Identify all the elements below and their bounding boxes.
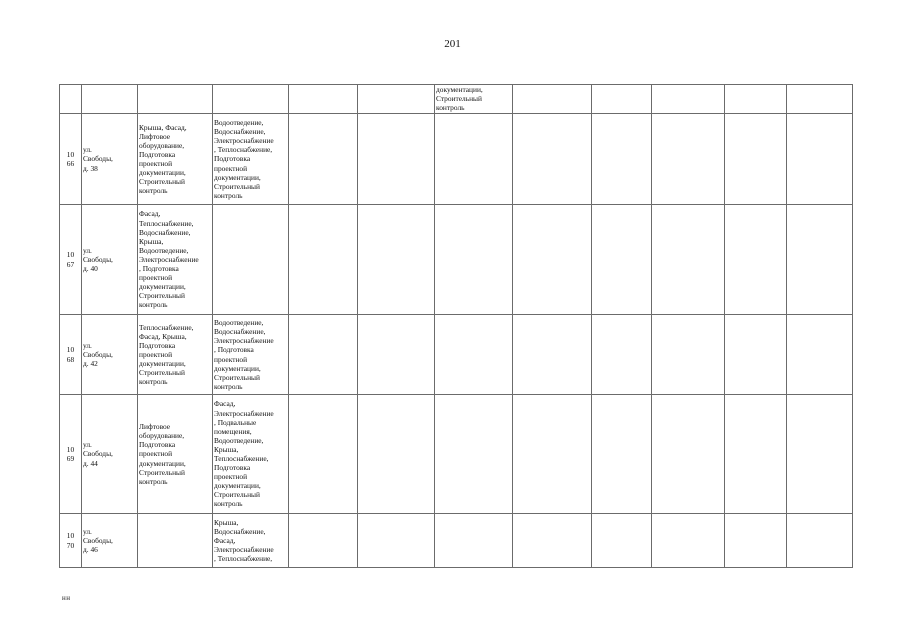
works-b-cell	[213, 205, 289, 315]
table-cell	[787, 205, 853, 315]
table-cell	[592, 114, 652, 205]
table-row	[60, 114, 853, 205]
table-cell	[652, 205, 725, 315]
table-cell	[787, 85, 853, 114]
table-cell	[787, 514, 853, 568]
address-text: ул. Свободы, д. 40	[83, 245, 113, 274]
table-cell	[513, 315, 592, 395]
works-a-cell	[138, 205, 213, 315]
works-b-cell	[213, 395, 289, 514]
row-number-cell	[60, 395, 82, 514]
table-cell	[513, 85, 592, 114]
table-cell	[725, 85, 787, 114]
works-a-text: Лифтовое оборудование, Подготовка проектной документации, Строительный контроль	[139, 422, 186, 486]
table-cell	[725, 114, 787, 205]
works-a-cell	[138, 395, 213, 514]
footer-mark: нн	[62, 594, 71, 602]
works-a-text: Крыша, Фасад, Лифтовое оборудование, Подготовка проектной документации, Строительный контроль	[139, 122, 187, 196]
works-b-cell	[213, 114, 289, 205]
row-number: 10 66	[66, 149, 75, 168]
works-b-cell	[213, 315, 289, 395]
works-a-text: Теплоснабжение, Фасад, Крыша, Подготовка проектной документации, Строительный контроль	[139, 322, 194, 387]
page-number: 201	[444, 38, 461, 50]
table-cell	[358, 85, 435, 114]
table-cell	[435, 85, 513, 114]
table-cell	[358, 114, 435, 205]
table-cell	[358, 315, 435, 395]
table-cell	[435, 315, 513, 395]
table-cell	[358, 395, 435, 514]
table-cell	[213, 85, 289, 114]
works-b-text: Водоотведение, Водоснабжение, Электроснабжение , Теплоснабжение, Подготовка проектной документации, Строительный контроль	[214, 118, 274, 200]
table-cell	[652, 315, 725, 395]
table-cell	[435, 514, 513, 568]
works-a-cell	[138, 114, 213, 205]
address-text: ул. Свободы, д. 44	[83, 440, 113, 468]
table-cell	[787, 395, 853, 514]
table-cell	[592, 315, 652, 395]
table-cell	[289, 205, 358, 315]
table-cell	[513, 114, 592, 205]
row-number-cell	[60, 514, 82, 568]
table-cell	[787, 315, 853, 395]
table-cell	[725, 514, 787, 568]
table-cell	[592, 205, 652, 315]
table-cell	[435, 205, 513, 315]
address-cell	[82, 395, 138, 514]
table-cell	[725, 315, 787, 395]
table-cell	[787, 114, 853, 205]
address-cell	[82, 114, 138, 205]
address-text: ул. Свободы, д. 42	[83, 340, 113, 369]
table-cell	[435, 395, 513, 514]
table-cell	[513, 514, 592, 568]
works-a-text: Фасад, Теплоснабжение, Водоснабжение, Крыша, Водоотведение, Электроснабжение , Подготовка проектной документации, Строительный контроль	[139, 209, 199, 310]
row-number-cell	[60, 315, 82, 395]
table-cell	[289, 85, 358, 114]
table-cell	[435, 114, 513, 205]
table-cell	[138, 85, 213, 114]
table-cell	[725, 205, 787, 315]
row-number: 10 67	[66, 250, 75, 269]
address-cell	[82, 514, 138, 568]
table-cell	[592, 395, 652, 514]
table-row-continuation	[60, 85, 853, 114]
works-a-cell	[138, 315, 213, 395]
table-cell	[652, 514, 725, 568]
table-cell	[289, 315, 358, 395]
table-cell	[592, 85, 652, 114]
works-b-text: Водоотведение, Водоснабжение, Электроснабжение , Подготовка проектной документации, Строительный контроль	[214, 318, 274, 391]
table-cell	[592, 514, 652, 568]
row-number: 10 70	[66, 531, 75, 550]
table-row	[60, 514, 853, 568]
row-number: 10 68	[66, 345, 75, 364]
works-table-wrapper	[59, 84, 853, 568]
table-cell	[513, 205, 592, 315]
table-cell	[652, 114, 725, 205]
works-table	[59, 84, 853, 568]
table-cell	[289, 395, 358, 514]
table-row	[60, 315, 853, 395]
works-b-cell	[213, 514, 289, 568]
table-cell	[513, 395, 592, 514]
table-row	[60, 205, 853, 315]
address-text: ул. Свободы, д. 46	[83, 526, 113, 555]
table-row	[60, 395, 853, 514]
table-cell	[358, 205, 435, 315]
row-number: 10 69	[66, 444, 75, 463]
table-cell	[652, 85, 725, 114]
works-b-text: Фасад, Электроснабжение , Подвальные помещения, Водоотведение, Крыша, Теплоснабжение, Подготовка проектной документации, Строительный контроль	[214, 399, 274, 509]
row-number-cell	[60, 205, 82, 315]
works-b-text: Крыша, Водоснабжение, Фасад, Электроснабжение , Теплоснабжение,	[214, 517, 274, 564]
table-cell	[60, 85, 82, 114]
table-cell	[82, 85, 138, 114]
address-cell	[82, 315, 138, 395]
table-cell	[652, 395, 725, 514]
address-cell	[82, 205, 138, 315]
table-cell	[289, 514, 358, 568]
continuation-works-text: документации, Строительный контроль	[436, 85, 483, 113]
table-cell	[289, 114, 358, 205]
row-number-cell	[60, 114, 82, 205]
table-cell	[358, 514, 435, 568]
table-cell	[725, 395, 787, 514]
works-a-cell	[138, 514, 213, 568]
address-text: ул. Свободы, д. 38	[83, 145, 113, 173]
